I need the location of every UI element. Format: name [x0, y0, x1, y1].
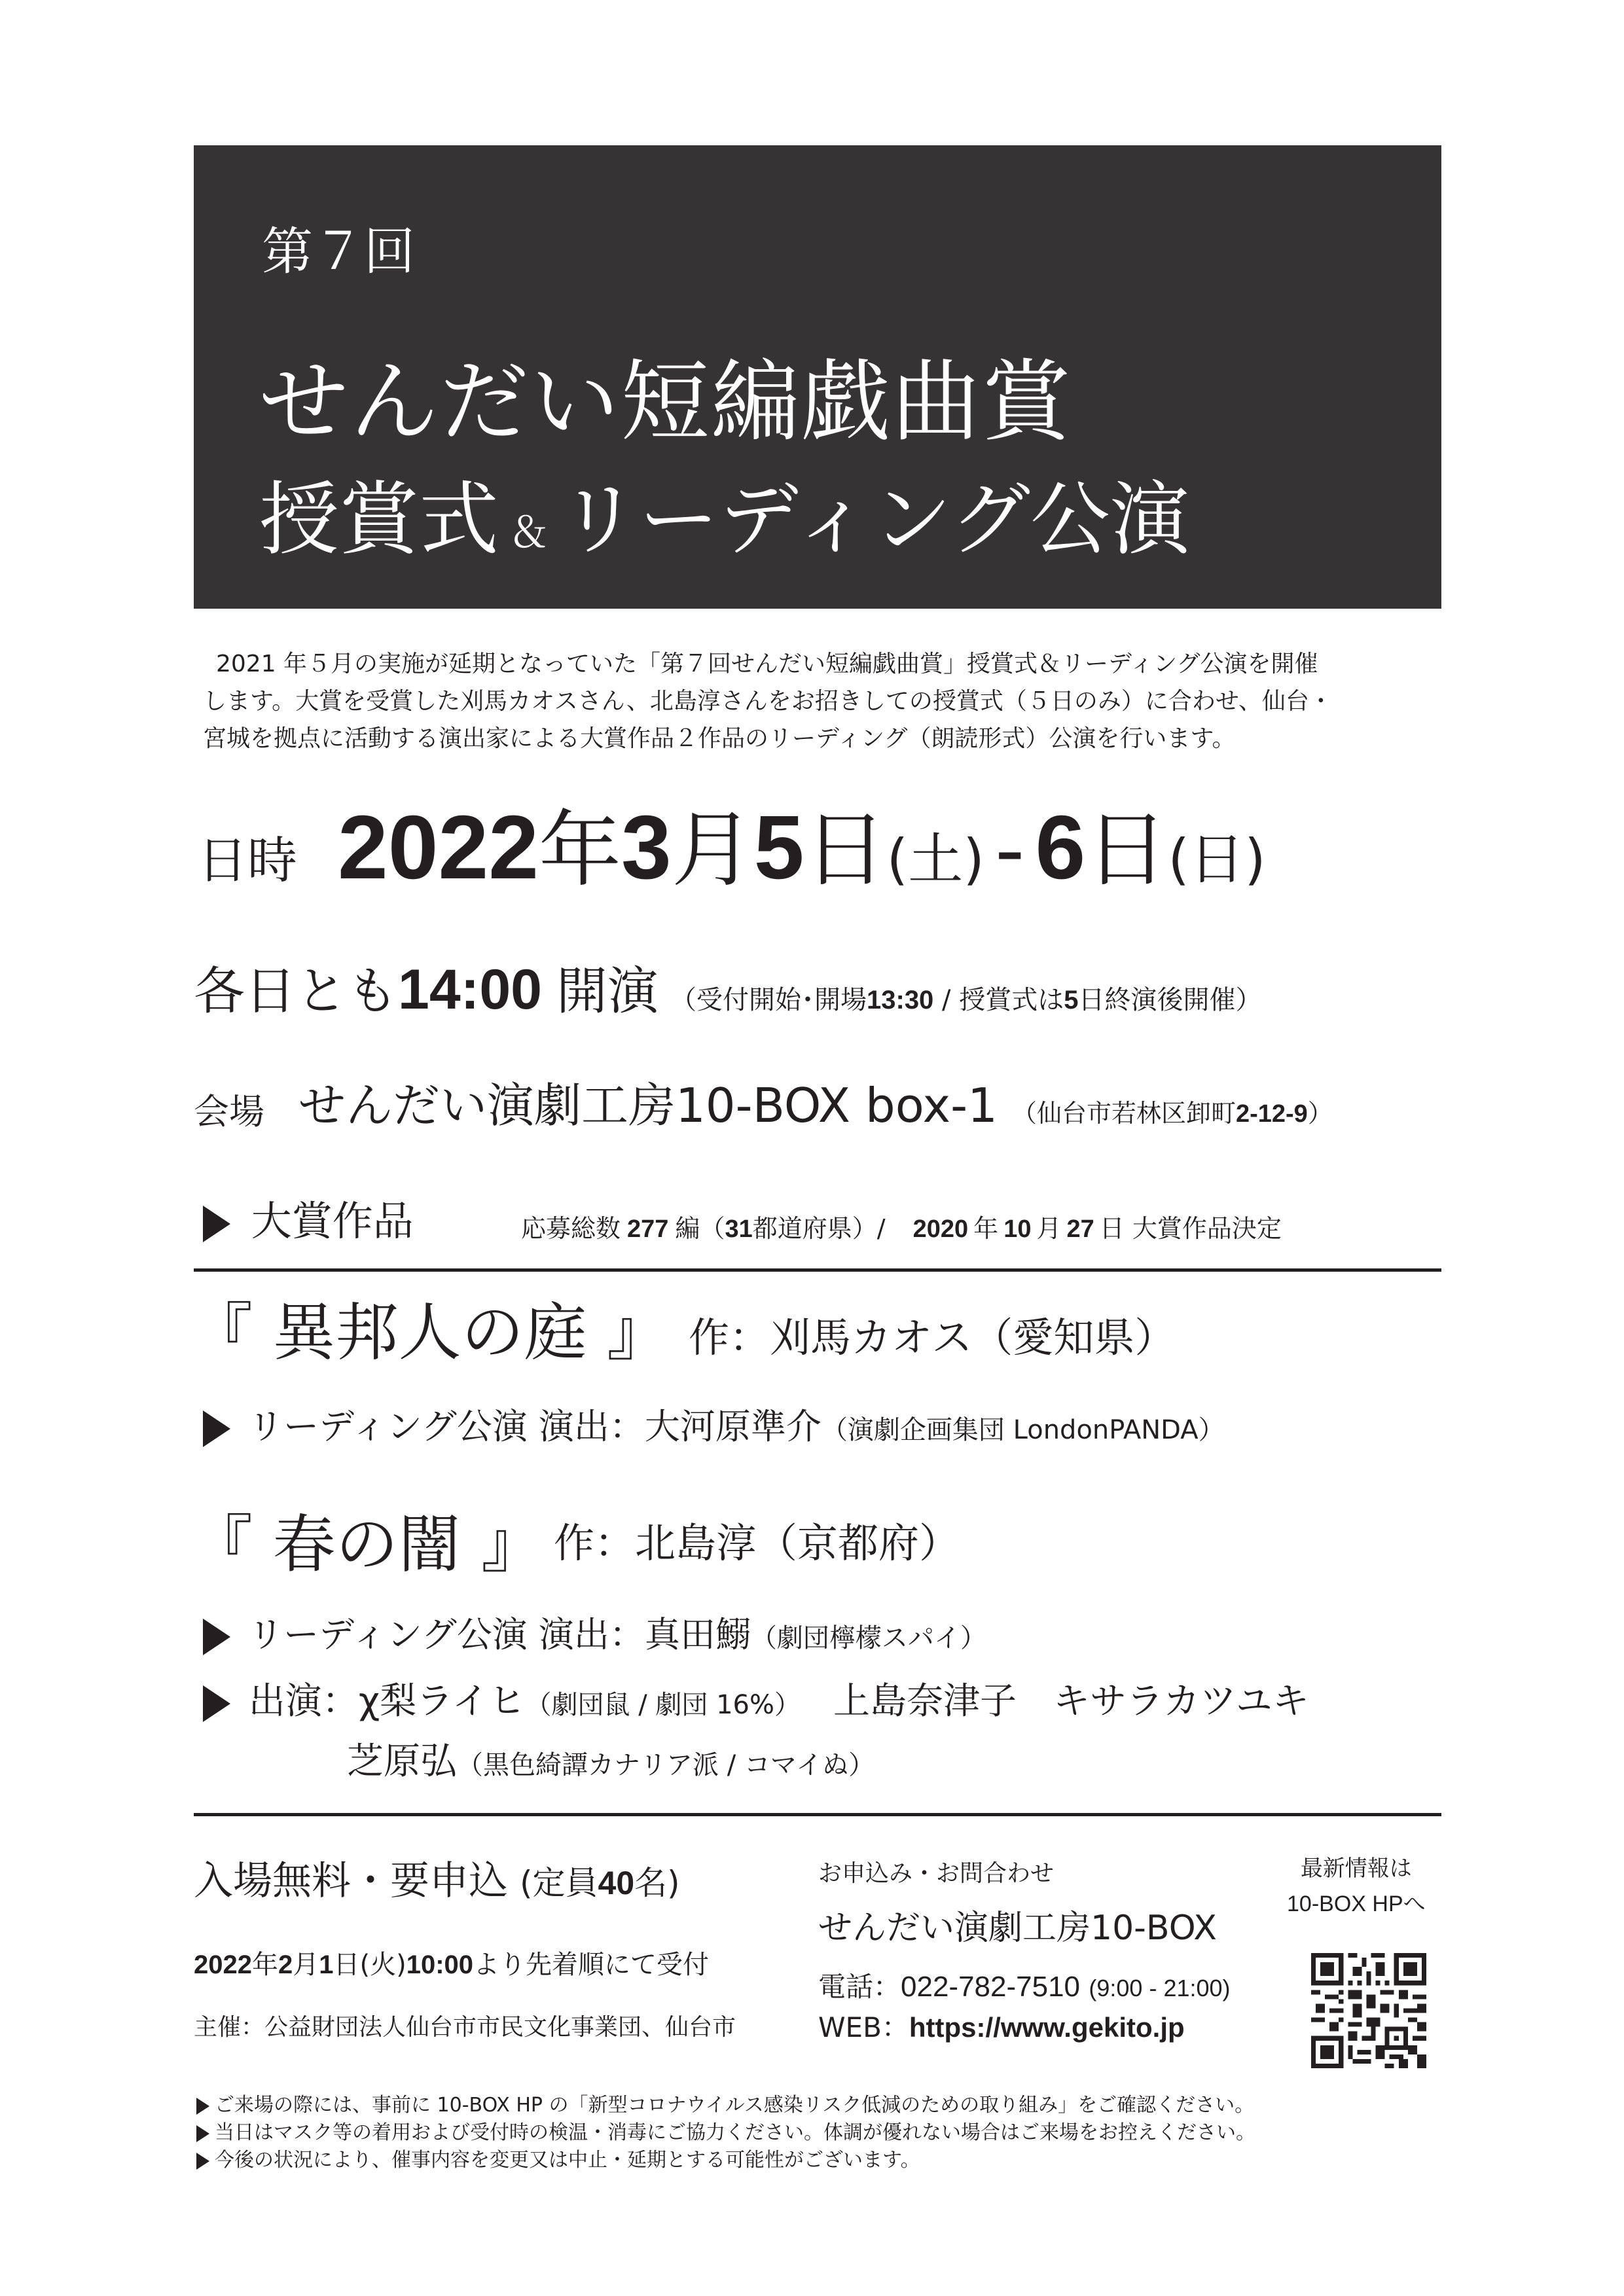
date-day-unit: 日 — [804, 802, 887, 898]
date-day-unit: 日 — [1085, 802, 1168, 898]
cast-member: 芝原弘 — [347, 1740, 457, 1783]
venue-address: （仙台市若林区卸町2-12-9） — [1011, 1099, 1333, 1128]
triangle-bullet-icon — [196, 2125, 209, 2142]
contact-name: せんだい演劇工房10-BOX — [818, 1909, 1217, 1948]
time-suffix: 開演 — [556, 962, 659, 1021]
venue-line — [194, 1083, 264, 1141]
work-director: リーディング公演 演出：大河原準介（演劇企画集団 LondonPANDA） — [203, 1401, 1225, 1456]
organizer: 主催：公益財団法人仙台市市民文化事業団、仙台市 — [194, 2014, 736, 2041]
date-weekday-end: (日) — [1168, 827, 1266, 891]
intro-line: 2021 年５月の実施が延期となっていた「第７回せんだい短編戯曲賞」授賞式＆リーディング公演を開催 — [216, 651, 1318, 677]
time-prefix: 各日とも — [194, 962, 399, 1021]
date-day-end: 6 — [1035, 797, 1086, 898]
date-range-dash: - — [995, 802, 1025, 898]
contact-web: WEB：https://www.gekito.jp — [818, 2011, 1185, 2043]
work-title: 『 春の闇 』 — [190, 1508, 545, 1581]
notice-item: 今後の状況により、催事内容を変更又は中止・延期とする可能性がございます。 — [196, 2147, 1255, 2174]
website-link[interactable]: https://www.gekito.jp — [909, 2012, 1185, 2043]
contact-label: お申込み・お問合わせ — [818, 1860, 1055, 1887]
cast-member-group: （黒色綺譚カナリア派 / コマイぬ） — [457, 1750, 875, 1780]
date-month-unit: 月 — [671, 802, 754, 898]
date-weekday-start: (土) — [886, 827, 985, 891]
intro-paragraph — [203, 645, 1333, 757]
notices-list — [196, 2092, 1255, 2174]
cast-member: 上島奈津子 キサラカツユキ — [833, 1680, 1309, 1723]
date-month: 3 — [621, 797, 672, 898]
section-divider — [194, 1813, 1441, 1816]
award-works-heading: 大賞作品 — [203, 1195, 414, 1247]
event-title: せんだい短編戯曲賞 — [259, 351, 1072, 454]
title-banner — [194, 145, 1441, 609]
triangle-bullet-icon — [203, 1206, 230, 1242]
triangle-bullet-icon — [196, 2153, 209, 2170]
edition-label: 第７回 — [262, 223, 416, 281]
reception-info: 2022年2月1日(火)10:00より先着順にて受付 — [194, 1950, 710, 1980]
date-day-start: 5 — [753, 797, 804, 898]
latest-info: 最新情報は 10-BOX HPへ — [1287, 1856, 1426, 1916]
event-date — [338, 798, 1266, 908]
cast-line-2 — [347, 1736, 875, 1791]
work-author: 作：刈馬カオス（愛知県） — [689, 1314, 1176, 1361]
triangle-bullet-icon — [203, 1619, 230, 1655]
subtitle-award-ceremony: 授賞式 — [259, 473, 499, 566]
cast-member: χ梨ライヒ — [358, 1680, 526, 1723]
qr-code-icon[interactable] — [1311, 1953, 1426, 2068]
subtitle-ampersand: ＆ — [508, 509, 550, 558]
date-year: 2022 — [338, 797, 539, 898]
triangle-bullet-icon — [203, 1410, 230, 1447]
cast-line: 出演：χ梨ライヒ（劇団鼠 / 劇団 16%） 上島奈津子 キサラカツユキ — [203, 1676, 1309, 1731]
venue-label: 会場 — [194, 1091, 264, 1132]
cast-member-group: （劇団鼠 / 劇団 16%） — [525, 1690, 801, 1720]
award-stats: 応募総数 277 編（31都道府県）/ 2020 年 10 月 27 日 大賞作品決定 — [521, 1214, 1282, 1243]
admission-info: 入場無料・要申込 (定員40名) — [194, 1858, 680, 1904]
venue-name: せんだい演劇工房10-BOX box-1 （仙台市若林区卸町2-12-9） — [298, 1078, 1333, 1133]
notice-item: ご来場の際には、事前に 10-BOX HP の「新型コロナウイルス感染リスク低減のための取り組み」をご確認ください。 — [196, 2092, 1255, 2119]
triangle-bullet-icon — [196, 2098, 209, 2115]
date-year-unit: 年 — [539, 802, 621, 898]
triangle-bullet-icon — [203, 1685, 230, 1722]
notice-item: 当日はマスク等の着用および受付時の検温・消毒にご協力ください。体調が優れない場合はご来場をお控えください。 — [196, 2119, 1255, 2147]
event-subtitle — [259, 456, 1190, 570]
contact-phone: 電話：022-782-7510 (9:00 - 21:00) — [818, 1971, 1231, 2003]
section-divider — [194, 1268, 1441, 1272]
date-label: 日時 — [198, 831, 297, 889]
start-time-line — [194, 957, 1261, 1033]
work-author: 作：北島淳（京都府） — [554, 1519, 960, 1567]
subtitle-reading: リーディング公演 — [559, 473, 1190, 566]
work-title: 『 異邦人の庭 』 — [190, 1296, 670, 1369]
intro-line: 宮城を拠点に活動する演出家による大賞作品２作品のリーディング（朗読形式）公演を行います。 — [203, 725, 1236, 752]
time-note: （受付開始･開場13:30 / 授賞式は5日終演後開催） — [670, 985, 1262, 1015]
intro-line: します。大賞を受賞した刈馬カオスさん、北島淳さんをお招きしての授賞式（５日のみ）に合わせ、仙台・ — [203, 688, 1333, 715]
work-director: リーディング公演 演出：真田鰯（劇団檸檬スパイ） — [203, 1609, 986, 1664]
start-time: 14:00 — [398, 958, 542, 1021]
